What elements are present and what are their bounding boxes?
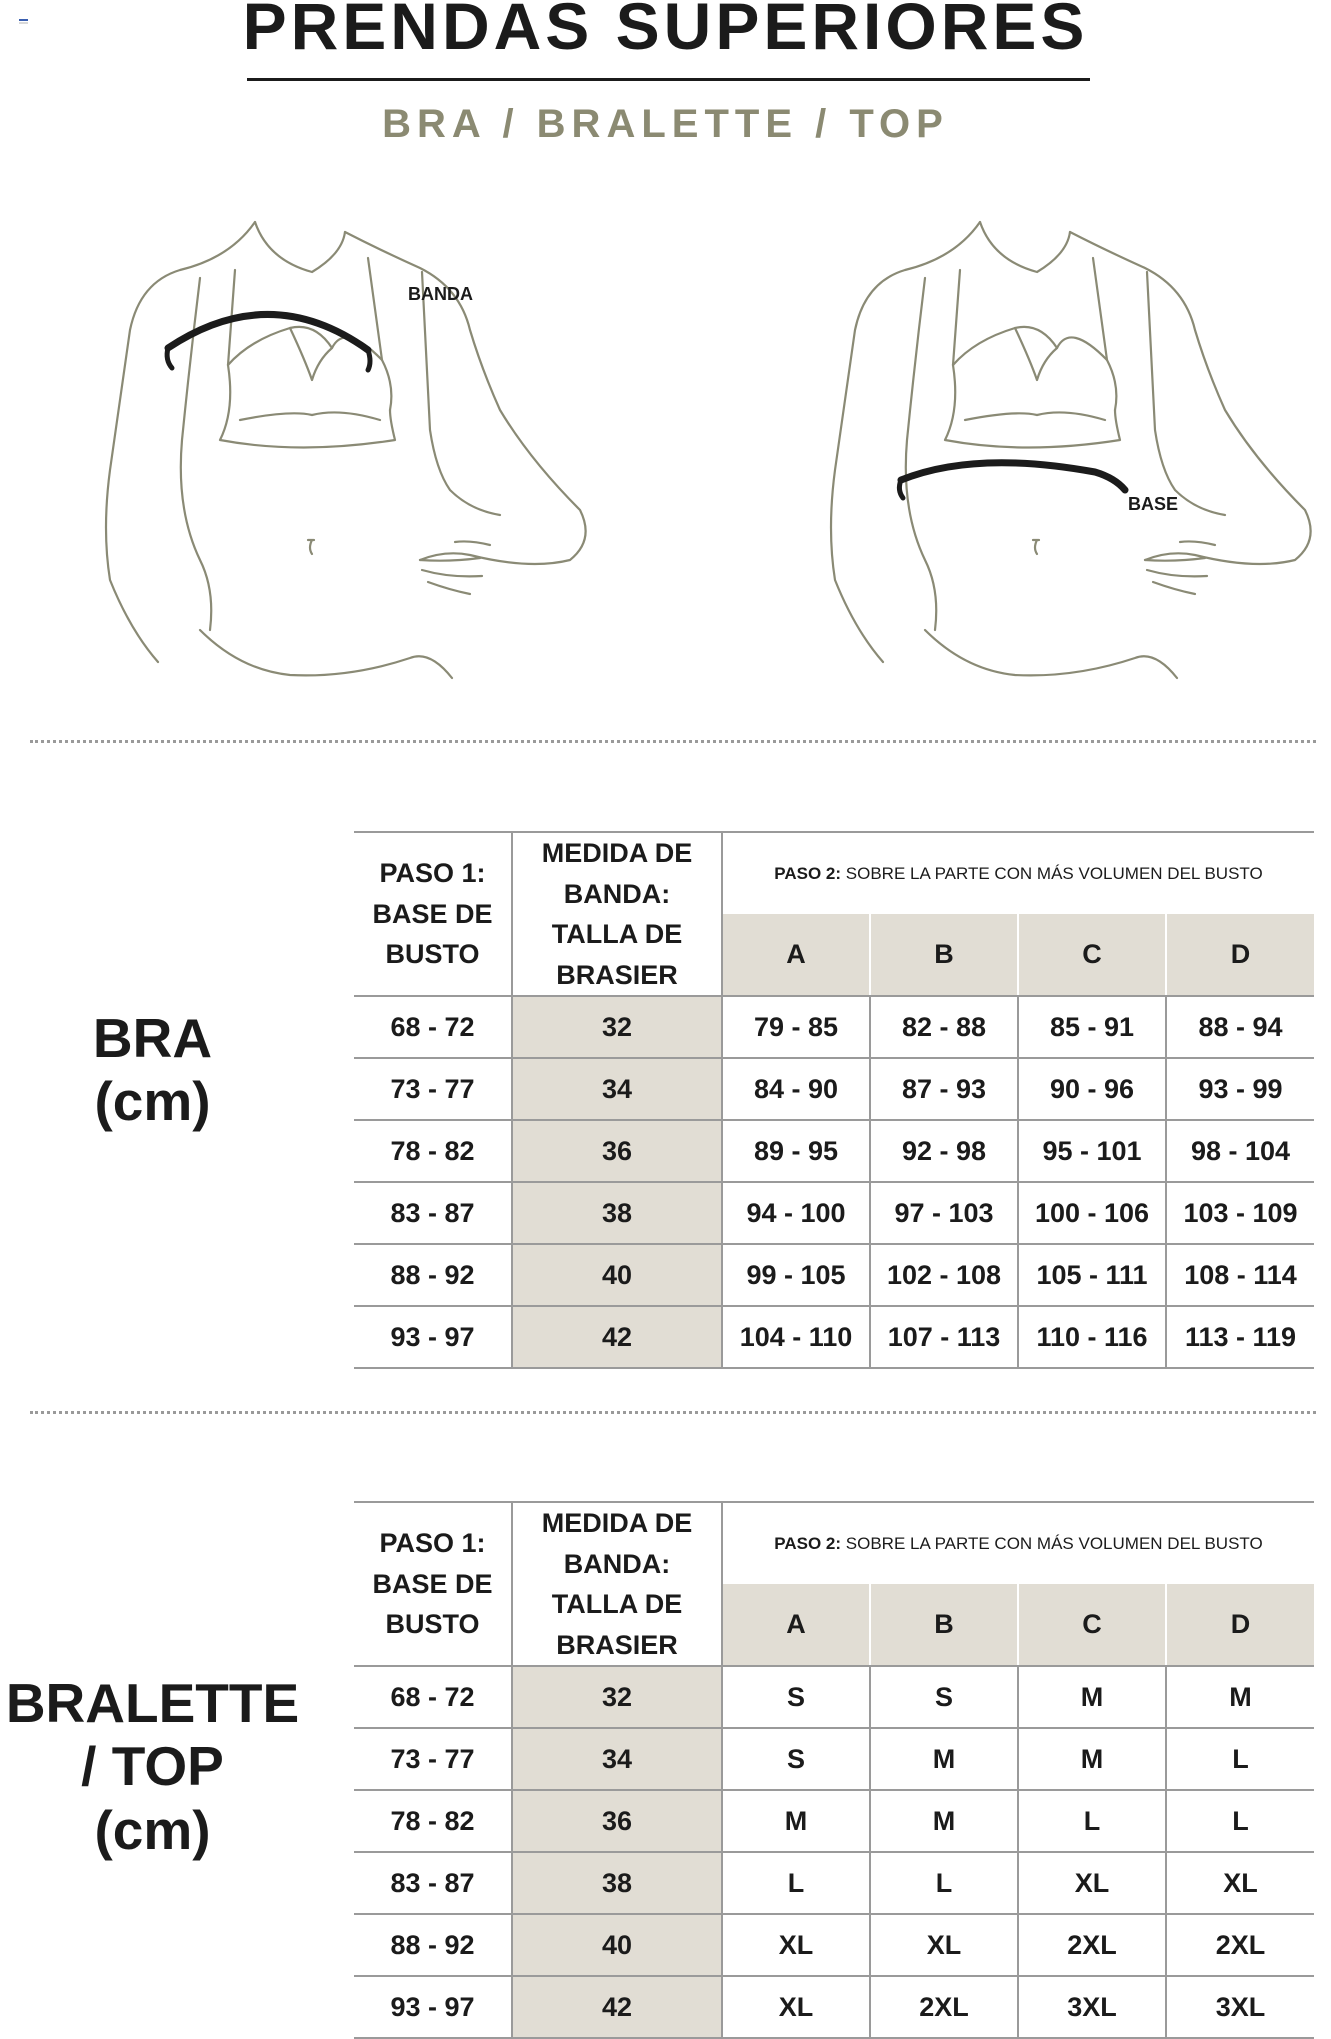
cup-size-cell: 89 - 95 [722,1120,870,1182]
bra-size-table [354,831,1314,1369]
cup-size-cell: S [722,1666,870,1728]
bra-paso1-header: PASO 1: BASE DE BUSTO [354,832,512,996]
table-row [354,1666,1314,1728]
bralette-label-line: BRALETTE [5,1672,300,1734]
table-row [354,1306,1314,1368]
cup-size-cell: S [870,1666,1018,1728]
bra-medida-header: MEDIDA DE BANDA: TALLA DE BRASIER [512,832,722,996]
bralette-unit-line: (cm) [94,1798,211,1861]
base-de-busto-cell: 73 - 77 [354,1728,512,1790]
bralette-paso1-header: PASO 1: BASE DE BUSTO [354,1502,512,1666]
cup-size-cell: L [1018,1790,1166,1852]
cup-size-cell: 93 - 99 [1166,1058,1314,1120]
cup-size-cell: 103 - 109 [1166,1182,1314,1244]
band-size-cell: 32 [512,1666,722,1728]
bralette-medida-header: MEDIDA DE BANDA: TALLA DE BRASIER [512,1502,722,1666]
cup-size-cell: M [1018,1666,1166,1728]
cup-size-cell: XL [722,1914,870,1976]
cup-size-cell: 84 - 90 [722,1058,870,1120]
cup-size-cell: 88 - 94 [1166,996,1314,1058]
cup-size-cell: M [1166,1666,1314,1728]
cup-size-cell: L [870,1852,1018,1914]
banda-label: BANDA [408,284,473,304]
cup-size-cell: 110 - 116 [1018,1306,1166,1368]
base-de-busto-cell: 88 - 92 [354,1244,512,1306]
base-de-busto-cell: 93 - 97 [354,1976,512,2038]
bralette-size-table [354,1501,1314,2039]
cup-size-cell: 102 - 108 [870,1244,1018,1306]
cup-size-cell: 82 - 88 [870,996,1018,1058]
bralette-cup-header: C [1018,1584,1166,1666]
base-de-busto-cell: 78 - 82 [354,1790,512,1852]
table-row [354,1244,1314,1306]
cup-size-cell: 3XL [1166,1976,1314,2038]
cup-size-cell: L [1166,1728,1314,1790]
cup-size-cell: 85 - 91 [1018,996,1166,1058]
cup-size-cell: 90 - 96 [1018,1058,1166,1120]
bra-cup-header: C [1018,914,1166,996]
band-size-cell: 34 [512,1058,722,1120]
cup-size-cell: S [722,1728,870,1790]
cup-size-cell: 2XL [870,1976,1018,2038]
base-de-busto-cell: 83 - 87 [354,1852,512,1914]
band-size-cell: 36 [512,1790,722,1852]
bralette-section-label [0,1672,305,1862]
bra-cup-header: D [1166,914,1314,996]
band-size-cell: 42 [512,1976,722,2038]
bralette-cup-header: B [870,1584,1018,1666]
cup-size-cell: XL [870,1914,1018,1976]
bralette-table-body [354,1666,1314,2038]
table-row [354,996,1314,1058]
base-de-busto-cell: 83 - 87 [354,1182,512,1244]
cup-size-cell: 94 - 100 [722,1182,870,1244]
band-size-cell: 38 [512,1852,722,1914]
table-row [354,1852,1314,1914]
base-de-busto-cell: 73 - 77 [354,1058,512,1120]
cup-size-cell: 107 - 113 [870,1306,1018,1368]
table-row [354,1120,1314,1182]
cup-size-cell: 3XL [1018,1976,1166,2038]
bra-label-line: BRA [92,1007,213,1069]
band-size-cell: 38 [512,1182,722,1244]
band-measurement-illustration [50,210,610,690]
bra-table-body [354,996,1314,1368]
cup-size-cell: M [870,1790,1018,1852]
band-size-cell: 40 [512,1244,722,1306]
table-row [354,1058,1314,1120]
cup-size-cell: 87 - 93 [870,1058,1018,1120]
dotted-divider [30,740,1316,743]
cup-size-cell: 100 - 106 [1018,1182,1166,1244]
band-size-cell: 40 [512,1914,722,1976]
cup-size-cell: 2XL [1166,1914,1314,1976]
cup-size-cell: 97 - 103 [870,1182,1018,1244]
bralette-cup-header: D [1166,1584,1314,1666]
bra-unit-line: (cm) [94,1070,211,1133]
cup-size-cell: 104 - 110 [722,1306,870,1368]
table-row [354,1182,1314,1244]
top-label-line: / TOP [81,1735,224,1798]
cup-size-cell: 108 - 114 [1166,1244,1314,1306]
cup-size-cell: M [870,1728,1018,1790]
cup-size-cell: 105 - 111 [1018,1244,1166,1306]
band-size-cell: 32 [512,996,722,1058]
table-row [354,1976,1314,2038]
cup-size-cell: L [722,1852,870,1914]
bra-cup-header: A [722,914,870,996]
base-de-busto-cell: 68 - 72 [354,996,512,1058]
page-subtitle: BRA / BRALETTE / TOP [382,102,949,146]
band-size-cell: 34 [512,1728,722,1790]
bra-section-label [0,1007,305,1134]
cup-size-cell: M [722,1790,870,1852]
cup-size-cell: 99 - 105 [722,1244,870,1306]
cup-size-cell: M [1018,1728,1166,1790]
cup-size-cell: 95 - 101 [1018,1120,1166,1182]
base-label: BASE [1128,494,1179,514]
band-size-cell: 36 [512,1120,722,1182]
title-underline [247,78,1090,81]
base-de-busto-cell: 78 - 82 [354,1120,512,1182]
table-row [354,1790,1314,1852]
cup-size-cell: XL [1166,1852,1314,1914]
bra-cup-header: B [870,914,1018,996]
table-row [354,1914,1314,1976]
cup-size-cell: 113 - 119 [1166,1306,1314,1368]
page-title: PRENDAS SUPERIORES [242,0,1089,63]
cup-size-cell: L [1166,1790,1314,1852]
base-measurement-illustration [775,210,1331,690]
cup-size-cell: 2XL [1018,1914,1166,1976]
cup-size-cell: 98 - 104 [1166,1120,1314,1182]
cup-size-cell: 79 - 85 [722,996,870,1058]
base-de-busto-cell: 68 - 72 [354,1666,512,1728]
base-de-busto-cell: 88 - 92 [354,1914,512,1976]
bra-paso2-header: PASO 2: SOBRE LA PARTE CON MÁS VOLUMEN DEL BUSTO [722,832,1314,914]
bralette-paso2-header: PASO 2: SOBRE LA PARTE CON MÁS VOLUMEN DEL BUSTO [722,1502,1314,1584]
cup-size-cell: XL [722,1976,870,2038]
band-size-cell: 42 [512,1306,722,1368]
cup-size-cell: 92 - 98 [870,1120,1018,1182]
bralette-cup-header: A [722,1584,870,1666]
table-row [354,1728,1314,1790]
cup-size-cell: XL [1018,1852,1166,1914]
dotted-divider [30,1411,1316,1414]
base-de-busto-cell: 93 - 97 [354,1306,512,1368]
